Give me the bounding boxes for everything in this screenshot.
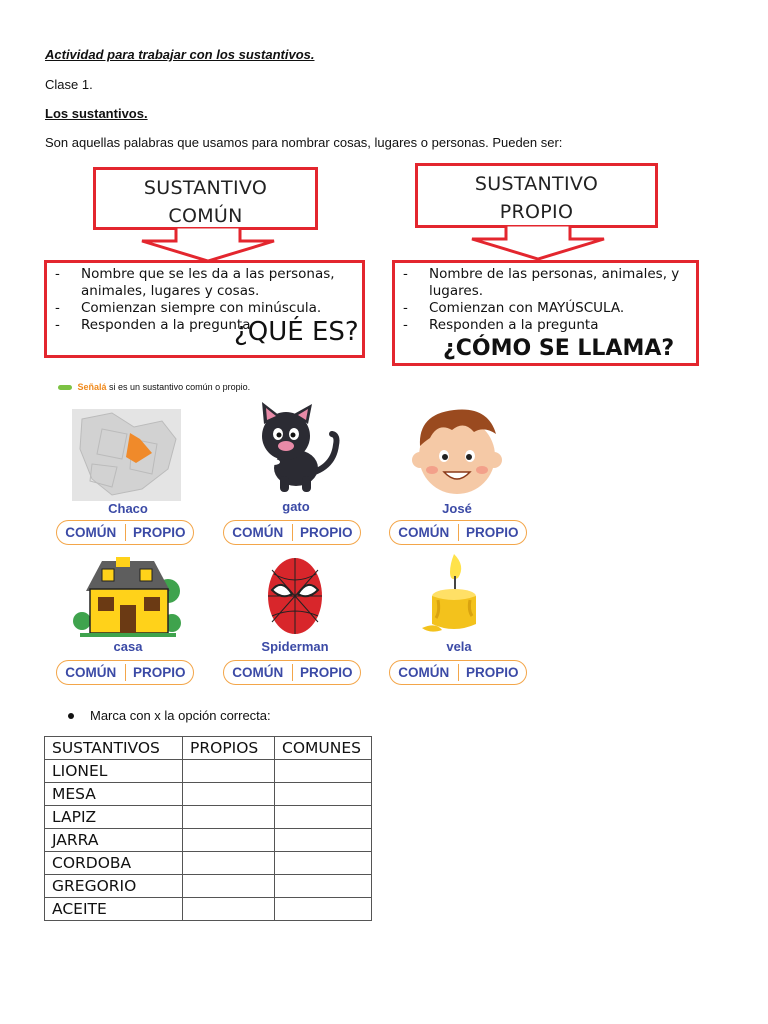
cell-comun[interactable] bbox=[275, 760, 372, 783]
item-label-spiderman: Spiderman bbox=[261, 639, 329, 654]
propio-item-1: Nombre de las personas, animales, y bbox=[429, 266, 680, 282]
row-word: ACEITE bbox=[45, 898, 183, 921]
row-word: LAPIZ bbox=[45, 806, 183, 829]
propio-question: ¿CÓMO SE LLAMA? bbox=[443, 336, 675, 361]
choice-comun-casa[interactable]: COMÚN bbox=[65, 665, 117, 680]
header-sustantivos: SUSTANTIVOS bbox=[45, 737, 183, 760]
table-row bbox=[45, 760, 372, 783]
propio-title-line1: SUSTANTIVO bbox=[474, 173, 599, 195]
cell-propio[interactable] bbox=[183, 898, 275, 921]
choice-propio-spiderman[interactable]: PROPIO bbox=[299, 665, 353, 680]
table-header-row bbox=[45, 737, 372, 760]
spiderman-mask-image bbox=[266, 556, 324, 636]
boy-face-image bbox=[408, 404, 506, 496]
comun-arrow-icon bbox=[138, 227, 278, 263]
comun-item-1b: animales, lugares y cosas. bbox=[81, 283, 260, 299]
propio-item-1b: lugares. bbox=[429, 283, 484, 299]
row-word: MESA bbox=[45, 783, 183, 806]
cell-propio[interactable] bbox=[183, 760, 275, 783]
pencil-icon bbox=[58, 385, 72, 390]
choice-gato[interactable] bbox=[223, 520, 361, 545]
cat-image bbox=[248, 400, 343, 495]
choice-comun-spiderman[interactable]: COMÚN bbox=[232, 665, 284, 680]
table-row bbox=[45, 783, 372, 806]
table-row bbox=[45, 806, 372, 829]
comun-title-line1: SUSTANTIVO bbox=[143, 177, 268, 199]
cell-comun[interactable] bbox=[275, 875, 372, 898]
choice-spiderman[interactable] bbox=[223, 660, 361, 685]
comun-item-1: Nombre que se les da a las personas, bbox=[81, 266, 335, 282]
comun-item-3: Responden a la pregunta bbox=[81, 317, 251, 333]
choice-propio-vela[interactable]: PROPIO bbox=[465, 665, 519, 680]
item-label-chaco: Chaco bbox=[108, 501, 148, 516]
row-word: LIONEL bbox=[45, 760, 183, 783]
choice-comun-jose[interactable]: COMÚN bbox=[398, 525, 450, 540]
choice-comun-chaco[interactable]: COMÚN bbox=[65, 525, 117, 540]
intro-paragraph: Son aquellas palabras que usamos para nombrar cosas, lugares o personas. Pueden ser: bbox=[45, 135, 563, 150]
propio-item-3: Responden a la pregunta bbox=[429, 317, 599, 333]
table-row bbox=[45, 898, 372, 921]
item-label-gato: gato bbox=[282, 499, 310, 514]
cell-propio[interactable] bbox=[183, 783, 275, 806]
row-word: JARRA bbox=[45, 829, 183, 852]
house-image bbox=[72, 557, 182, 639]
propio-title-box bbox=[415, 163, 658, 228]
exercise-instruction bbox=[58, 382, 250, 392]
item-label-vela: vela bbox=[446, 639, 472, 654]
choice-chaco[interactable] bbox=[56, 520, 194, 545]
exercise-rest: si es un sustantivo común o propio. bbox=[106, 382, 251, 392]
propio-definition-box: - Nombre de las personas, animales, y lugares. - Comienzan con MAYÚSCULA. - Responden a la pregunta bbox=[392, 260, 699, 366]
comun-title-box bbox=[93, 167, 318, 230]
class-number: Clase 1. bbox=[45, 77, 93, 92]
item-label-jose: José bbox=[442, 501, 472, 516]
choice-comun-vela[interactable]: COMÚN bbox=[398, 665, 450, 680]
bullet-icon bbox=[68, 713, 74, 719]
item-label-casa: casa bbox=[113, 639, 143, 654]
cell-propio[interactable] bbox=[183, 875, 275, 898]
header-comunes: COMUNES bbox=[275, 737, 372, 760]
cell-comun[interactable] bbox=[275, 829, 372, 852]
table-row bbox=[45, 875, 372, 898]
cell-propio[interactable] bbox=[183, 829, 275, 852]
choice-jose[interactable] bbox=[389, 520, 527, 545]
header-propios: PROPIOS bbox=[183, 737, 275, 760]
choice-propio-casa[interactable]: PROPIO bbox=[132, 665, 186, 680]
task-instruction: Marca con x la opción correcta: bbox=[90, 708, 271, 723]
cell-propio[interactable] bbox=[183, 806, 275, 829]
choice-propio-gato[interactable]: PROPIO bbox=[299, 525, 353, 540]
section-heading: Los sustantivos. bbox=[45, 106, 148, 121]
row-word: GREGORIO bbox=[45, 875, 183, 898]
noun-table bbox=[44, 736, 372, 921]
exercise-verb: Señalá bbox=[77, 382, 107, 392]
comun-item-2: Comienzan siempre con minúscula. bbox=[81, 300, 322, 316]
choice-propio-chaco[interactable]: PROPIO bbox=[132, 525, 186, 540]
comun-title-line2: COMÚN bbox=[168, 205, 243, 227]
choice-casa[interactable] bbox=[56, 660, 194, 685]
propio-item-2: Comienzan con MAYÚSCULA. bbox=[429, 300, 625, 316]
propio-arrow-icon bbox=[468, 225, 608, 261]
table-row bbox=[45, 829, 372, 852]
propio-title-line2: PROPIO bbox=[499, 201, 574, 223]
activity-title: Actividad para trabajar con los sustantivos. bbox=[45, 47, 315, 62]
cell-comun[interactable] bbox=[275, 898, 372, 921]
cell-comun[interactable] bbox=[275, 852, 372, 875]
candle-image bbox=[420, 552, 484, 636]
choice-comun-gato[interactable]: COMÚN bbox=[232, 525, 284, 540]
cell-comun[interactable] bbox=[275, 783, 372, 806]
comun-definition-box: - Nombre que se les da a las personas, animales, lugares y cosas. - Comienzan siempre con minúscula. - Responden a la pregunta bbox=[44, 260, 365, 358]
chaco-map-image bbox=[72, 409, 181, 501]
cell-propio[interactable] bbox=[183, 852, 275, 875]
table-row bbox=[45, 852, 372, 875]
comun-question: ¿QUÉ ES? bbox=[234, 317, 359, 347]
cell-comun[interactable] bbox=[275, 806, 372, 829]
choice-propio-jose[interactable]: PROPIO bbox=[465, 525, 519, 540]
row-word: CORDOBA bbox=[45, 852, 183, 875]
choice-vela[interactable] bbox=[389, 660, 527, 685]
